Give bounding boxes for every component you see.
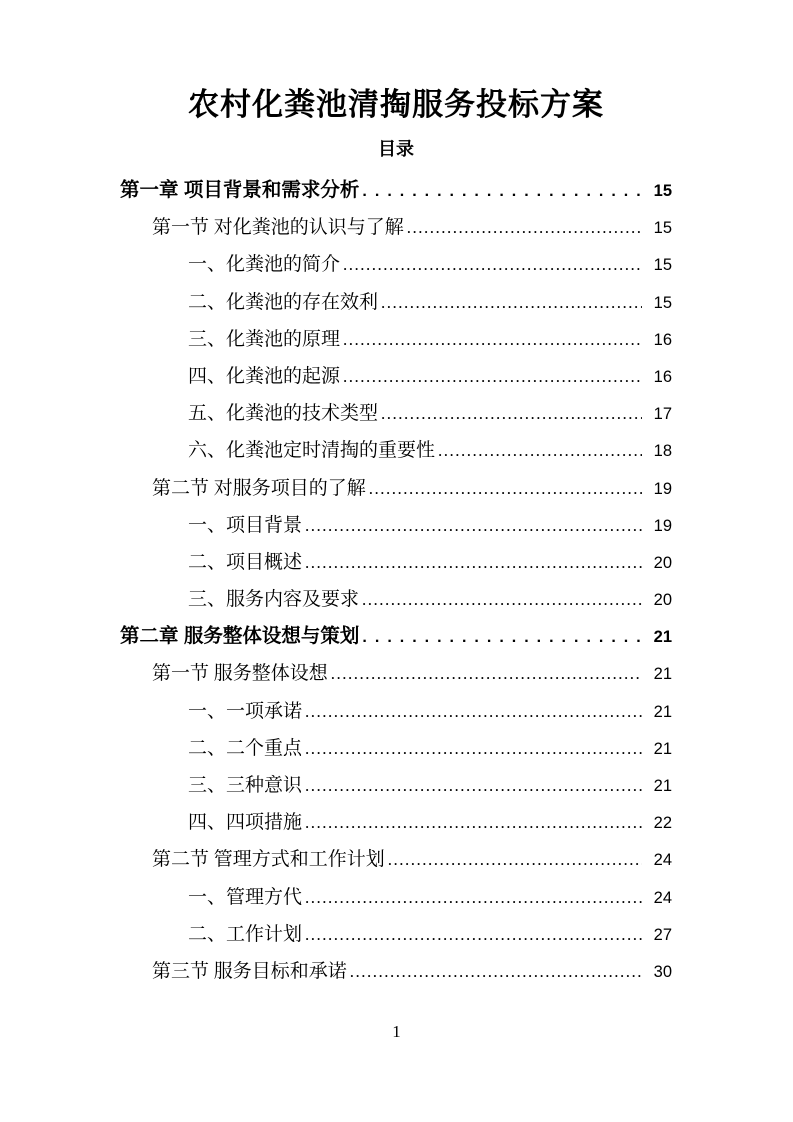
toc-dot-leader <box>305 804 642 841</box>
toc-heading: 目录 <box>378 139 414 159</box>
toc-page-number: 20 <box>653 591 672 610</box>
toc-page-number: 21 <box>653 628 672 647</box>
toc-entry[interactable] <box>120 879 672 916</box>
toc-entry[interactable] <box>120 916 672 953</box>
toc-page-number: 15 <box>653 293 672 312</box>
toc-entry[interactable] <box>120 321 672 358</box>
toc-page-number: 22 <box>653 814 672 833</box>
toc-dot-leader <box>381 284 642 321</box>
toc-page-number: 24 <box>653 888 672 907</box>
toc-entry-text: 第一章 项目背景和需求分析 <box>120 179 360 201</box>
toc-page-number: 15 <box>653 219 672 238</box>
toc-entry[interactable] <box>120 507 672 544</box>
toc-entry-text: 三、服务内容及要求 <box>188 589 360 611</box>
toc-page-number: 17 <box>653 405 672 424</box>
toc-page-number: 19 <box>653 479 672 498</box>
toc-entry-text: 四、四项措施 <box>188 812 303 834</box>
toc-dot-leader <box>381 395 642 432</box>
toc-entry-text: 四、化粪池的起源 <box>188 365 341 387</box>
toc-entry[interactable] <box>120 953 672 990</box>
toc-page-number: 18 <box>653 442 672 461</box>
toc-page-number: 20 <box>653 553 672 572</box>
document-title: 农村化粪池清掏服务投标方案 <box>188 87 604 122</box>
toc-entry-text: 一、化粪池的简介 <box>188 254 341 276</box>
toc-page-number: 21 <box>653 739 672 758</box>
toc-entry-text: 一、管理方代 <box>188 886 303 908</box>
toc-entry[interactable] <box>120 358 672 395</box>
toc-dot-leader <box>362 618 642 656</box>
toc-dot-leader <box>407 209 642 246</box>
toc-dot-leader <box>305 767 642 804</box>
toc-entry[interactable] <box>120 470 672 507</box>
toc-entry-text: 六、化粪池定时清掏的重要性 <box>188 440 436 462</box>
toc-entry[interactable] <box>120 767 672 804</box>
toc-entry-text: 一、项目背景 <box>188 514 303 536</box>
toc-dot-leader <box>343 246 642 283</box>
toc-entry-text: 二、工作计划 <box>188 923 303 945</box>
toc-entry-text: 二、项目概述 <box>188 551 303 573</box>
toc-page-number: 19 <box>653 516 672 535</box>
toc-entry-text: 第一节 服务整体设想 <box>152 663 328 685</box>
toc-entry[interactable] <box>120 284 672 321</box>
page-number: 1 <box>392 1022 401 1041</box>
toc-dot-leader <box>331 655 642 692</box>
toc-entry[interactable] <box>120 693 672 730</box>
toc-dot-leader <box>305 544 642 581</box>
toc-entry[interactable] <box>120 246 672 283</box>
toc-entry-text: 第三节 服务目标和承诺 <box>152 960 347 982</box>
toc-entry-text: 第二节 管理方式和工作计划 <box>152 849 385 871</box>
toc-page-number: 15 <box>653 256 672 275</box>
toc-dot-leader <box>362 172 642 210</box>
toc-dot-leader <box>362 581 642 618</box>
toc-entry[interactable] <box>120 804 672 841</box>
toc-page-number: 16 <box>653 330 672 349</box>
toc-entry-text: 第二节 对服务项目的了解 <box>152 477 366 499</box>
toc-dot-leader <box>350 953 642 990</box>
toc-page-number: 21 <box>653 702 672 721</box>
toc-dot-leader <box>343 358 642 395</box>
toc-dot-leader <box>305 730 642 767</box>
toc-page-number: 15 <box>653 182 672 200</box>
toc-entry-text: 第二章 服务整体设想与策划 <box>120 625 360 648</box>
toc-entry[interactable] <box>120 581 672 618</box>
toc-page-number: 27 <box>653 925 672 944</box>
toc-entry-text: 一、一项承诺 <box>188 700 303 722</box>
toc-dot-leader <box>305 916 642 953</box>
toc-entry-text: 第一节 对化粪池的认识与了解 <box>152 217 404 239</box>
toc-dot-leader <box>305 693 642 730</box>
toc-page-number: 21 <box>653 777 672 795</box>
toc-entry[interactable] <box>120 172 672 209</box>
toc-page-number: 30 <box>653 962 672 981</box>
toc-entry[interactable] <box>120 544 672 581</box>
toc-dot-leader <box>438 432 642 469</box>
toc-entry[interactable] <box>120 395 672 432</box>
toc-page-number: 21 <box>653 665 672 684</box>
toc-entry[interactable] <box>120 618 672 655</box>
toc-dot-leader <box>305 507 642 544</box>
toc-page-number: 16 <box>653 367 672 386</box>
toc-entry[interactable] <box>120 730 672 767</box>
toc-entry[interactable] <box>120 655 672 692</box>
toc-dot-leader <box>305 879 642 916</box>
toc-page-number: 24 <box>653 851 672 870</box>
toc-entry[interactable] <box>120 209 672 246</box>
toc-entry-text: 二、化粪池的存在效利 <box>188 291 379 313</box>
toc-entry-text: 三、三种意识 <box>188 775 303 796</box>
toc-dot-leader <box>388 841 642 878</box>
toc-entry-text: 三、化粪池的原理 <box>188 328 341 350</box>
toc-dot-leader <box>343 321 642 358</box>
toc-entry-text: 二、二个重点 <box>188 737 303 759</box>
table-of-contents <box>120 172 672 990</box>
toc-entry[interactable] <box>120 432 672 469</box>
toc-entry-text: 五、化粪池的技术类型 <box>188 403 379 425</box>
toc-entry[interactable] <box>120 841 672 878</box>
toc-dot-leader <box>369 470 642 507</box>
